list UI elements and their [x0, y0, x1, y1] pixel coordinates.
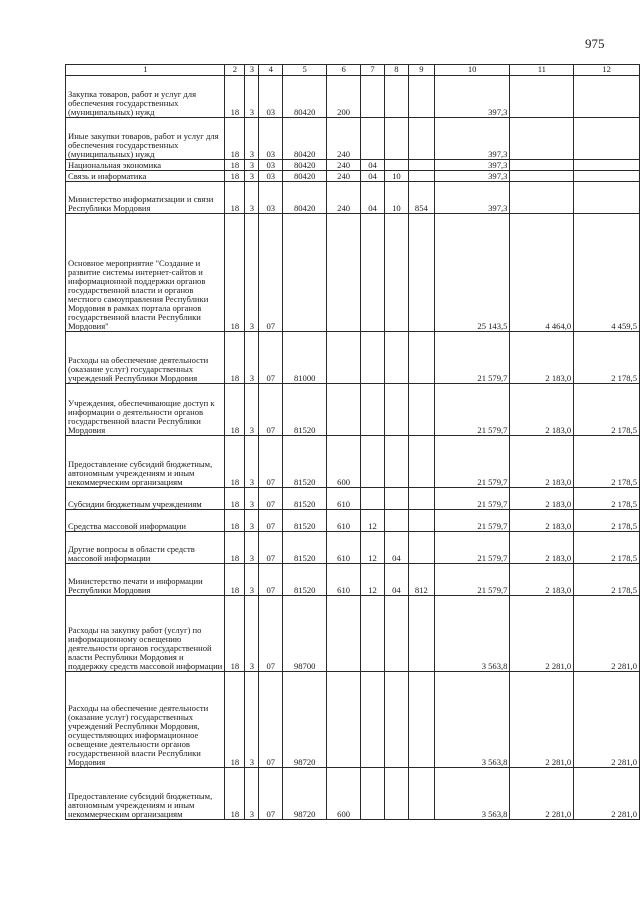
code-cell [408, 332, 434, 384]
code-cell: 80420 [283, 118, 327, 160]
column-header: 3 [245, 65, 259, 76]
amount-cell: 2 183,0 [510, 384, 574, 436]
code-cell [384, 214, 408, 332]
code-cell: 3 [245, 118, 259, 160]
code-cell [408, 532, 434, 564]
code-cell: 10 [384, 171, 408, 182]
code-cell: 98720 [283, 768, 327, 820]
amount-cell: 397,3 [434, 182, 510, 214]
code-cell: 18 [225, 510, 245, 532]
code-cell: 3 [245, 488, 259, 510]
code-cell: 3 [245, 182, 259, 214]
code-cell: 07 [259, 510, 283, 532]
code-cell [327, 596, 361, 672]
code-cell [384, 76, 408, 118]
code-cell: 18 [225, 76, 245, 118]
code-cell: 3 [245, 76, 259, 118]
code-cell: 12 [361, 532, 385, 564]
code-cell: 12 [361, 564, 385, 596]
code-cell [361, 672, 385, 768]
table-row [66, 436, 640, 488]
code-cell [327, 384, 361, 436]
code-cell: 07 [259, 488, 283, 510]
code-cell: 03 [259, 76, 283, 118]
column-header: 9 [408, 65, 434, 76]
code-cell [408, 596, 434, 672]
amount-cell: 21 579,7 [434, 510, 510, 532]
row-name-cell: Министерство информатизации и связи Республики Мордовия [66, 182, 225, 214]
code-cell [408, 510, 434, 532]
code-cell [408, 214, 434, 332]
amount-cell: 397,3 [434, 118, 510, 160]
amount-cell: 2 183,0 [510, 332, 574, 384]
amount-cell: 2 183,0 [510, 510, 574, 532]
amount-cell [574, 160, 640, 171]
code-cell: 240 [327, 118, 361, 160]
amount-cell: 25 143,5 [434, 214, 510, 332]
code-cell: 07 [259, 564, 283, 596]
code-cell: 81520 [283, 510, 327, 532]
table-row [66, 510, 640, 532]
code-cell [283, 214, 327, 332]
amount-cell: 2 281,0 [574, 596, 640, 672]
amount-cell [510, 171, 574, 182]
table-row [66, 118, 640, 160]
row-name-cell: Связь и информатика [66, 171, 225, 182]
code-cell: 18 [225, 532, 245, 564]
code-cell: 03 [259, 182, 283, 214]
code-cell [361, 384, 385, 436]
code-cell: 81520 [283, 384, 327, 436]
amount-cell: 2 281,0 [574, 768, 640, 820]
code-cell [361, 436, 385, 488]
code-cell: 81520 [283, 532, 327, 564]
code-cell: 04 [361, 160, 385, 171]
table-row [66, 332, 640, 384]
code-cell: 812 [408, 564, 434, 596]
code-cell [361, 76, 385, 118]
page-number: 975 [585, 36, 605, 51]
code-cell [408, 118, 434, 160]
code-cell: 18 [225, 488, 245, 510]
column-header: 11 [510, 65, 574, 76]
amount-cell: 397,3 [434, 171, 510, 182]
code-cell [327, 672, 361, 768]
code-cell [384, 672, 408, 768]
code-cell: 80420 [283, 76, 327, 118]
code-cell: 200 [327, 76, 361, 118]
code-cell: 18 [225, 596, 245, 672]
code-cell: 610 [327, 532, 361, 564]
code-cell: 07 [259, 384, 283, 436]
code-cell: 81520 [283, 436, 327, 488]
amount-cell [510, 118, 574, 160]
amount-cell: 397,3 [434, 76, 510, 118]
code-cell: 81520 [283, 564, 327, 596]
code-cell: 240 [327, 182, 361, 214]
table-row [66, 768, 640, 820]
code-cell: 3 [245, 672, 259, 768]
amount-cell: 2 178,5 [574, 510, 640, 532]
amount-cell [510, 182, 574, 214]
amount-cell: 397,3 [434, 160, 510, 171]
code-cell [384, 488, 408, 510]
amount-cell [574, 76, 640, 118]
code-cell [384, 596, 408, 672]
code-cell [327, 214, 361, 332]
amount-cell: 2 178,5 [574, 384, 640, 436]
code-cell [384, 768, 408, 820]
table-row [66, 532, 640, 564]
code-cell: 3 [245, 564, 259, 596]
row-name-cell: Субсидии бюджетным учреждениям [66, 488, 225, 510]
table-row [66, 182, 640, 214]
code-cell: 3 [245, 510, 259, 532]
row-name-cell: Основное мероприятие "Создание и развитие системы интернет-сайтов и информационной поддержки органов государственной власти и органов местного самоуправления Республики Мордовия в рамках портала органов государственной власти Республики Мордовия" [66, 214, 225, 332]
code-cell: 240 [327, 171, 361, 182]
code-cell: 07 [259, 768, 283, 820]
amount-cell: 2 178,5 [574, 532, 640, 564]
row-name-cell: Министерство печати и информации Республики Мордовия [66, 564, 225, 596]
code-cell: 3 [245, 214, 259, 332]
row-name-cell: Расходы на обеспечение деятельности (оказание услуг) государственных учреждений Республики Мордовия, осуществляющих информационное освещение деятельности органов государственной власти Республики Мордовия [66, 672, 225, 768]
amount-cell: 21 579,7 [434, 564, 510, 596]
amount-cell: 3 563,8 [434, 768, 510, 820]
row-name-cell: Предоставление субсидий бюджетным, автономным учреждениям и иным некоммерческим организациям [66, 436, 225, 488]
code-cell [408, 160, 434, 171]
amount-cell: 21 579,7 [434, 332, 510, 384]
row-name-cell: Средства массовой информации [66, 510, 225, 532]
code-cell: 07 [259, 672, 283, 768]
amount-cell: 4 464,0 [510, 214, 574, 332]
code-cell: 04 [384, 532, 408, 564]
code-cell: 80420 [283, 160, 327, 171]
code-cell [384, 332, 408, 384]
code-cell: 18 [225, 182, 245, 214]
code-cell: 04 [361, 171, 385, 182]
code-cell: 18 [225, 118, 245, 160]
code-cell: 98700 [283, 596, 327, 672]
row-name-cell: Расходы на обеспечение деятельности (оказание услуг) государственных учреждений Республики Мордовия [66, 332, 225, 384]
amount-cell: 21 579,7 [434, 488, 510, 510]
code-cell [361, 768, 385, 820]
table-row [66, 596, 640, 672]
code-cell: 07 [259, 332, 283, 384]
code-cell: 03 [259, 171, 283, 182]
code-cell: 600 [327, 436, 361, 488]
code-cell: 3 [245, 171, 259, 182]
amount-cell: 2 183,0 [510, 532, 574, 564]
amount-cell: 2 183,0 [510, 564, 574, 596]
code-cell [327, 332, 361, 384]
code-cell [408, 76, 434, 118]
code-cell: 07 [259, 596, 283, 672]
budget-table [65, 64, 640, 820]
amount-cell: 2 178,5 [574, 488, 640, 510]
amount-cell [574, 118, 640, 160]
code-cell: 18 [225, 672, 245, 768]
code-cell: 3 [245, 384, 259, 436]
amount-cell: 4 459,5 [574, 214, 640, 332]
code-cell: 07 [259, 214, 283, 332]
code-cell: 18 [225, 564, 245, 596]
code-cell [384, 510, 408, 532]
amount-cell: 3 563,8 [434, 596, 510, 672]
column-header: 10 [434, 65, 510, 76]
amount-cell: 2 281,0 [510, 768, 574, 820]
code-cell: 610 [327, 488, 361, 510]
amount-cell: 21 579,7 [434, 436, 510, 488]
code-cell: 10 [384, 182, 408, 214]
table-row [66, 214, 640, 332]
column-header: 5 [283, 65, 327, 76]
table-row [66, 672, 640, 768]
amount-cell: 2 178,5 [574, 564, 640, 596]
code-cell: 18 [225, 214, 245, 332]
table-body [66, 76, 640, 820]
code-cell [384, 384, 408, 436]
code-cell: 18 [225, 436, 245, 488]
column-header: 12 [574, 65, 640, 76]
amount-cell: 2 281,0 [574, 672, 640, 768]
code-cell [408, 672, 434, 768]
row-name-cell: Другие вопросы в области средств массовой информации [66, 532, 225, 564]
code-cell: 3 [245, 436, 259, 488]
column-header: 7 [361, 65, 385, 76]
row-name-cell: Национальная экономика [66, 160, 225, 171]
amount-cell: 2 281,0 [510, 672, 574, 768]
code-cell: 3 [245, 768, 259, 820]
code-cell: 18 [225, 384, 245, 436]
code-cell: 610 [327, 564, 361, 596]
code-cell [384, 118, 408, 160]
amount-cell [574, 171, 640, 182]
table-row [66, 160, 640, 171]
column-header: 1 [66, 65, 225, 76]
code-cell: 04 [361, 182, 385, 214]
code-cell: 03 [259, 160, 283, 171]
code-cell [384, 436, 408, 488]
amount-cell [574, 182, 640, 214]
table-row [66, 171, 640, 182]
amount-cell: 21 579,7 [434, 384, 510, 436]
column-header: 8 [384, 65, 408, 76]
amount-cell: 2 281,0 [510, 596, 574, 672]
amount-cell [510, 76, 574, 118]
amount-cell: 2 178,5 [574, 436, 640, 488]
table-row [66, 564, 640, 596]
code-cell [408, 488, 434, 510]
table-row [66, 384, 640, 436]
code-cell [408, 171, 434, 182]
code-cell [361, 488, 385, 510]
code-cell: 18 [225, 332, 245, 384]
header-row [66, 65, 640, 76]
code-cell: 18 [225, 171, 245, 182]
code-cell: 04 [384, 564, 408, 596]
code-cell: 3 [245, 596, 259, 672]
code-cell: 81520 [283, 488, 327, 510]
row-name-cell: Расходы на закупку работ (услуг) по информационному освещению деятельности органов государственной власти Республики Мордовия и поддержку средств массовой информации [66, 596, 225, 672]
code-cell: 240 [327, 160, 361, 171]
code-cell [408, 768, 434, 820]
table-row [66, 76, 640, 118]
amount-cell: 21 579,7 [434, 532, 510, 564]
code-cell: 854 [408, 182, 434, 214]
code-cell: 80420 [283, 171, 327, 182]
amount-cell: 3 563,8 [434, 672, 510, 768]
amount-cell [510, 160, 574, 171]
code-cell [384, 160, 408, 171]
code-cell: 610 [327, 510, 361, 532]
amount-cell: 2 183,0 [510, 488, 574, 510]
code-cell: 80420 [283, 182, 327, 214]
column-header: 2 [225, 65, 245, 76]
row-name-cell: Учреждения, обеспечивающие доступ к информации о деятельности органов государственной власти Республики Мордовия [66, 384, 225, 436]
code-cell: 3 [245, 532, 259, 564]
code-cell [408, 384, 434, 436]
code-cell: 98720 [283, 672, 327, 768]
code-cell [361, 596, 385, 672]
code-cell: 81000 [283, 332, 327, 384]
code-cell: 18 [225, 768, 245, 820]
code-cell: 3 [245, 332, 259, 384]
code-cell [361, 332, 385, 384]
code-cell: 3 [245, 160, 259, 171]
code-cell: 03 [259, 118, 283, 160]
code-cell: 07 [259, 436, 283, 488]
code-cell [361, 118, 385, 160]
code-cell: 18 [225, 160, 245, 171]
code-cell: 600 [327, 768, 361, 820]
column-header: 4 [259, 65, 283, 76]
code-cell [361, 214, 385, 332]
amount-cell: 2 183,0 [510, 436, 574, 488]
row-name-cell: Иные закупки товаров, работ и услуг для обеспечения государственных (муниципальных) нужд [66, 118, 225, 160]
table-row [66, 488, 640, 510]
amount-cell: 2 178,5 [574, 332, 640, 384]
row-name-cell: Закупка товаров, работ и услуг для обеспечения государственных (муниципальных) нужд [66, 76, 225, 118]
code-cell [408, 436, 434, 488]
column-header: 6 [327, 65, 361, 76]
code-cell: 12 [361, 510, 385, 532]
row-name-cell: Предоставление субсидий бюджетным, автономным учреждениям и иным некоммерческим организациям [66, 768, 225, 820]
code-cell: 07 [259, 532, 283, 564]
